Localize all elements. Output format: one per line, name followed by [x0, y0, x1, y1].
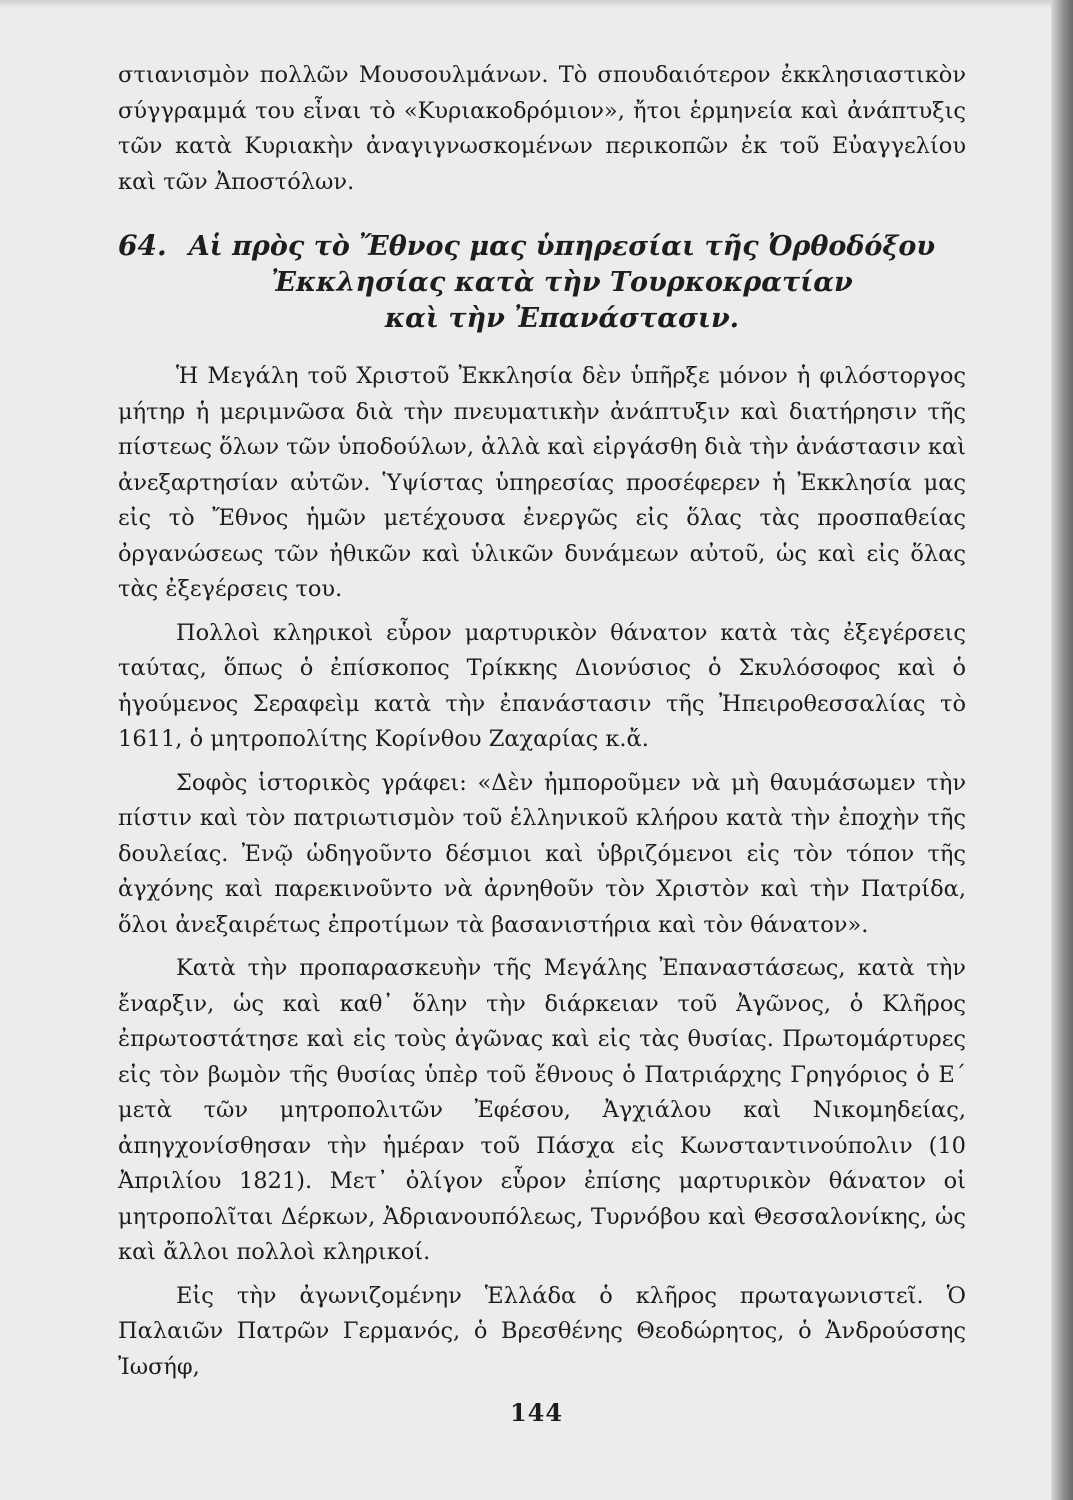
- heading-title-line-3: καὶ τὴν Ἐπανάστασιν.: [384, 303, 740, 334]
- page-edge-shadow: [1051, 0, 1073, 1500]
- paragraph: Πολλοὶ κληρικοὶ εὗρον μαρτυρικὸν θάνατον κατὰ τὰς ἐξεγέρσεις ταύτας, ὅπως ὁ ἐπίσκοπος Τρίκκης Διονύσιος ὁ Σκυλόσοφος καὶ ὁ ἡγούμενος Σεραφεὶμ κατὰ τὴν ἐπανάστασιν τῆς Ἠπειροθεσσαλίας τὸ 1611, ὁ μητροπολίτης Κορίνθου Ζαχαρίας κ.ἄ.: [118, 619, 966, 752]
- heading-title-line-1: Αἱ πρὸς τὸ Ἔθνος μας ὑπηρεσίαι τῆς Ὀρθοδόξου: [188, 231, 936, 262]
- heading-title-line-2: Ἐκκλησίας κατὰ τὴν Τουρκοκρατίαν: [271, 267, 853, 298]
- page-top-shadow: [0, 0, 1073, 8]
- section-number: 64.: [118, 229, 167, 262]
- page-number: 144: [509, 1398, 564, 1427]
- paragraph: Εἰς τὴν ἀγωνιζομένην Ἑλλάδα ὁ κλῆρος πρωταγωνιστεῖ. Ὁ Παλαιῶν Πατρῶν Γερμανός, ὁ Βρεσθένης Θεοδώρητος, ὁ Ἀνδρούσσης Ἰωσήφ,: [118, 1282, 966, 1380]
- paragraph: Ἡ Μεγάλη τοῦ Χριστοῦ Ἐκκλησία δὲν ὑπῆρξε μόνον ἡ φιλόστοργος μήτηρ ἡ μεριμνῶσα διὰ τὴν πνευματικὴν ἀνάπτυξιν καὶ διατήρησιν τῆς πίστεως ὅλων τῶν ὑποδούλων, ἀλλὰ καὶ εἰργάσθη διὰ τὴν ἀνάστασιν καὶ ἀνεξαρτησίαν αὐτῶν. Ὑψίστας ὑπηρεσίας προσέφερεν ἡ Ἐκκλησία μας εἰς τὸ Ἔθνος ἡμῶν μετέχουσα ἐνεργῶς εἰς ὅλας τὰς προσπαθείας ὀργανώσεως τῶν ἠθικῶν καὶ ὑλικῶν δυνάμεων αὐτοῦ, ὡς καὶ εἰς ὅλας τὰς ἐξεγέρσεις του.: [118, 363, 966, 602]
- paragraph: Κατὰ τὴν προπαρασκευὴν τῆς Μεγάλης Ἐπαναστάσεως, κατὰ τὴν ἔναρξιν, ὡς καὶ καθ᾽ ὅλην τὴν διάρκειαν τοῦ Ἀγῶνος, ὁ Κλῆρος ἐπρωτοστάτησε καὶ εἰς τοὺς ἀγῶνας καὶ εἰς τὰς θυσίας. Πρωτομάρτυρες εἰς τὸν βωμὸν τῆς θυσίας ὑπὲρ τοῦ ἔθνους ὁ Πατριάρχης Γρηγόριος ὁ Ε΄ μετὰ τῶν μητροπολιτῶν Ἐφέσου, Ἀγχιάλου καὶ Νικομηδείας, ἀπηγχονίσθησαν τὴν ἡμέραν τοῦ Πάσχα εἰς Κωνσταντινούπολιν (10 Ἀπριλίου 1821). Μετ᾽ ὀλίγον εὗρον ἐπίσης μαρτυρικὸν θάνατον οἱ μητροπολῖται Δέρκων, Ἀδριανουπόλεως, Τυρνόβου καὶ Θεσσαλονίκης, ὡς καὶ ἄλλοι πολλοὶ κληρικοί.: [118, 955, 966, 1265]
- body-text: [118, 58, 966, 1385]
- continuation-paragraph: στιανισμὸν πολλῶν Μουσουλμάνων. Τὸ σπουδαιότερον ἐκκλησιαστικὸν σύγγραμμά του εἶναι τὸ «Κυριακοδρόμιον», ἤτοι ἑρμηνεία καὶ ἀνάπτυξις τῶν κατὰ Κυριακὴν ἀναγιγνωσκομένων περικοπῶν ἐκ τοῦ Εὐαγγελίου καὶ τῶν Ἀποστόλων.: [118, 62, 966, 195]
- section-heading: [118, 228, 966, 337]
- paragraph: Σοφὸς ἱστορικὸς γράφει: «Δὲν ἠμποροῦμεν νὰ μὴ θαυμάσωμεν τὴν πίστιν καὶ τὸν πατριωτισμὸν τοῦ ἑλληνικοῦ κλήρου κατὰ τὴν ἐποχὴν τῆς δουλείας. Ἐνῷ ὡδηγοῦντο δέσμιοι καὶ ὑβριζόμενοι εἰς τὸν τόπον τῆς ἀγχόνης καὶ παρεκινοῦντο νὰ ἀρνηθοῦν τὸν Χριστὸν καὶ τὴν Πατρίδα, ὅλοι ἀνεξαιρέτως ἐπροτίμων τὰ βασανιστήρια καὶ τὸν θάνατον».: [118, 769, 966, 938]
- heading-line-1: [118, 228, 966, 265]
